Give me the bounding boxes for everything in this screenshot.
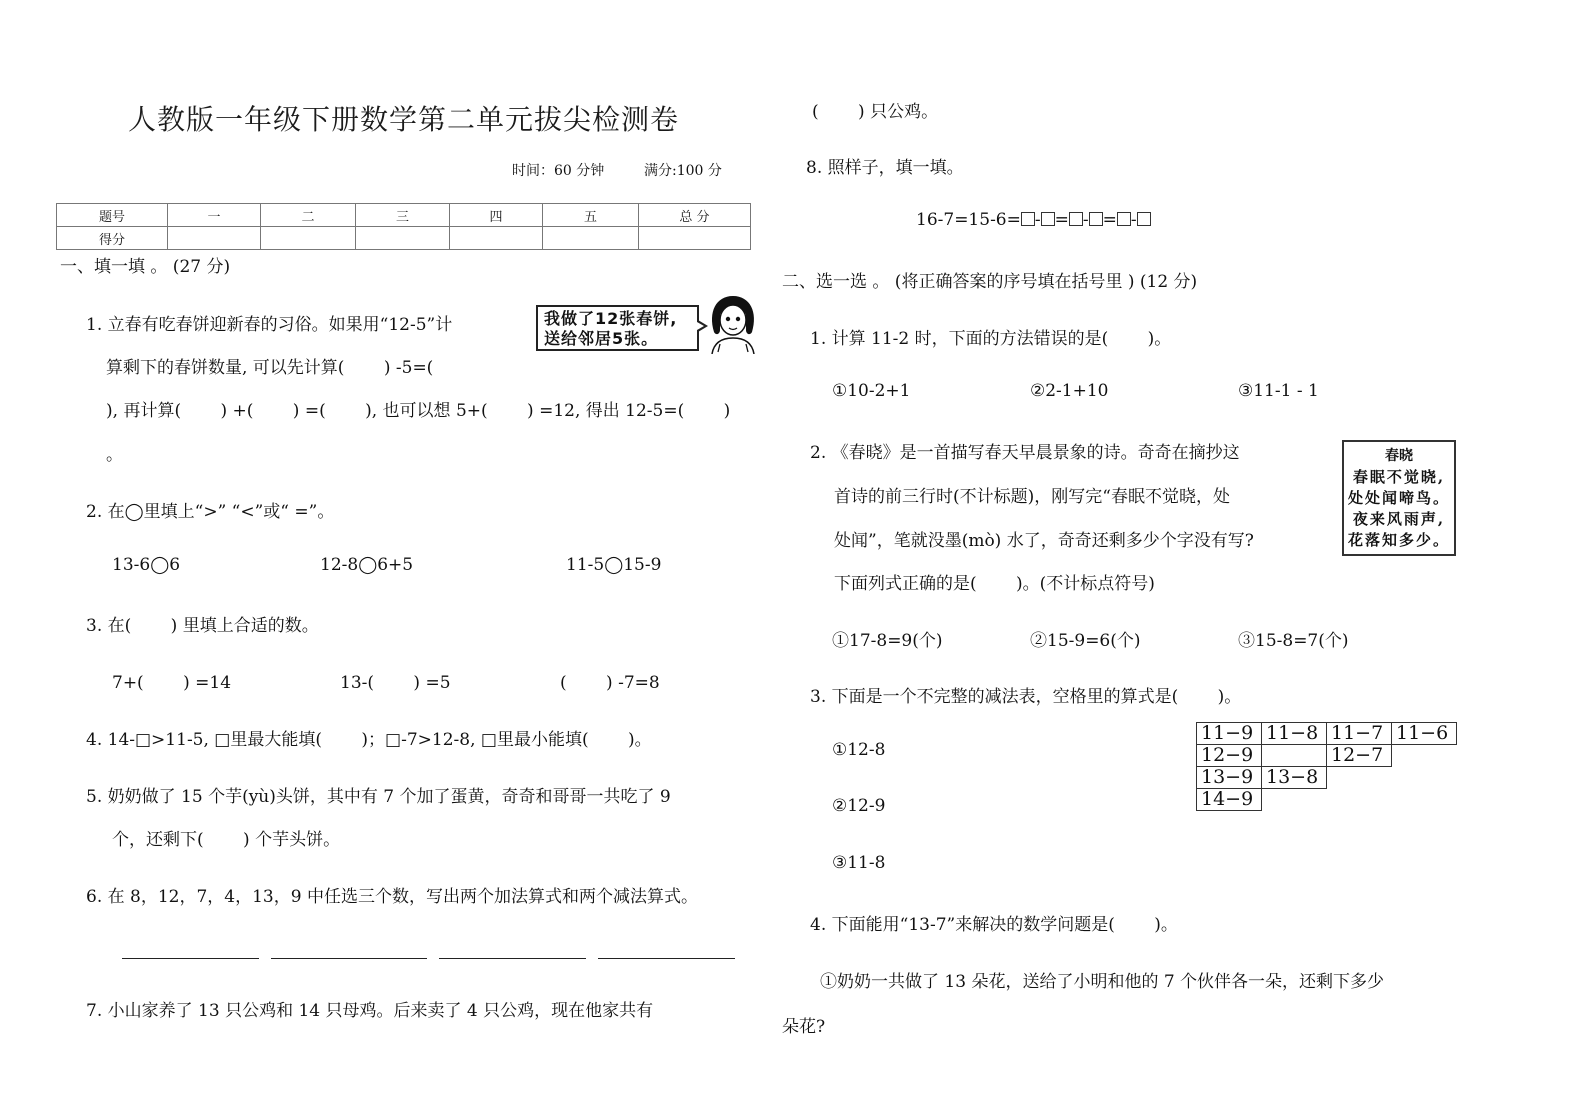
- speech-bubble: [536, 305, 699, 351]
- answer-box[interactable]: [1089, 212, 1103, 226]
- score-input-cell[interactable]: [168, 227, 261, 250]
- poem-line: 春眠不觉晓,: [1352, 468, 1446, 486]
- s2-q2-option[interactable]: ③15-8=7(个): [1238, 631, 1349, 651]
- speech-bubble-line2: 送给邻居5张。: [544, 329, 659, 348]
- s2-q3-text: 3. 下面是一个不完整的减法表，空格里的算式是( )。: [810, 687, 1242, 707]
- q7-line1: 7. 小山家养了 13 只公鸡和 14 只母鸡。后来卖了 4 只公鸡，现在他家共有: [86, 1001, 654, 1021]
- subtraction-blank-cell: [1262, 745, 1327, 767]
- poem-line: 处处闻啼鸟。: [1347, 489, 1450, 507]
- page-title: 人教版一年级下册数学第二单元拔尖检测卷: [128, 103, 680, 136]
- subtraction-cell: 14−9: [1197, 789, 1262, 811]
- q4-text: 4. 14-□>11-5, □里最大能填( )；□-7>12-8, □里最小能填( )。: [86, 730, 652, 750]
- speech-bubble-line1: 我做了12张春饼,: [544, 309, 678, 328]
- empty-cell: [1327, 767, 1392, 789]
- s2-q2-option[interactable]: ①17-8=9(个): [832, 631, 943, 651]
- s2-q1-option[interactable]: ②2-1+10: [1030, 381, 1109, 401]
- subtraction-table: [1196, 722, 1457, 811]
- score-header-cell: 一: [168, 204, 261, 227]
- s2-q4-option1-line1[interactable]: ①奶奶一共做了 13 朵花，送给了小明和他的 7 个伙伴各一朵，还剩下多少: [820, 972, 1385, 992]
- score-input-cell[interactable]: [543, 227, 639, 250]
- s2-q3-option[interactable]: ③11-8: [832, 853, 886, 873]
- q5-line1: 5. 奶奶做了 15 个芋(yù)头饼，其中有 7 个加了蛋黄，奇奇和哥哥一共吃了 9: [86, 787, 671, 807]
- q8-equation-prefix: 16-7=15-6=: [916, 210, 1021, 230]
- subtraction-cell: 12−7: [1327, 745, 1392, 767]
- poem-line: 夜来风雨声,: [1352, 510, 1446, 528]
- s2-q2-line4: 下面列式正确的是( )。(不计标点符号): [834, 574, 1155, 594]
- answer-box[interactable]: [1041, 212, 1055, 226]
- subtraction-row: [1197, 789, 1457, 811]
- score-input-cell[interactable]: [639, 227, 751, 250]
- q2-item: 12-8◯6+5: [320, 555, 414, 575]
- subtraction-row: [1197, 723, 1457, 745]
- s2-q2-line3: 处闻”，笔就没墨(mò) 水了，奇奇还剩多少个字没有写?: [834, 531, 1254, 551]
- empty-cell: [1327, 789, 1392, 811]
- empty-cell: [1392, 767, 1457, 789]
- subtraction-cell: 12−9: [1197, 745, 1262, 767]
- score-table-score-row: [57, 227, 751, 250]
- q1-line1: 1. 立春有吃春饼迎新春的习俗。如果用“12-5”计: [86, 315, 453, 335]
- s2-q2-line2: 首诗的前三行时(不计标题)，刚写完“春眠不觉晓，处: [834, 487, 1230, 507]
- score-input-cell[interactable]: [356, 227, 450, 250]
- subtraction-cell: 13−8: [1262, 767, 1327, 789]
- score-input-cell[interactable]: [261, 227, 356, 250]
- subtraction-cell: 13−9: [1197, 767, 1262, 789]
- poem-title: 春晓: [1385, 448, 1413, 464]
- score-header-cell: 二: [261, 204, 356, 227]
- q5-line2: 个，还剩下( ) 个芋头饼。: [112, 830, 341, 850]
- score-table-header-row: [57, 204, 751, 227]
- q8-equation: 16-7=15-6= - = - = -: [916, 210, 1151, 230]
- answer-line[interactable]: [271, 958, 427, 959]
- q1-line4: 。: [106, 445, 123, 465]
- answer-box[interactable]: [1117, 212, 1131, 226]
- answer-box[interactable]: [1021, 212, 1035, 226]
- girl-illustration-icon: [706, 292, 760, 354]
- answer-line[interactable]: [598, 958, 735, 959]
- score-table: [56, 203, 751, 250]
- s2-q2-option[interactable]: ②15-9=6(个): [1030, 631, 1141, 651]
- s2-q4-option1-line2: 朵花?: [782, 1017, 826, 1037]
- q7-line2: ( ) 只公鸡。: [812, 102, 939, 122]
- score-header-cell: 五: [543, 204, 639, 227]
- subtraction-row: [1197, 745, 1457, 767]
- subtraction-row: [1197, 767, 1457, 789]
- subtraction-cell: 11−9: [1197, 723, 1262, 745]
- q2-item: 13-6◯6: [112, 555, 181, 575]
- q2-item: 11-5◯15-9: [566, 555, 662, 575]
- empty-cell: [1392, 745, 1457, 767]
- q1-line3: ), 再计算( ) +( ) =( ), 也可以想 5+( ) =12, 得出 12-5=( ): [106, 401, 731, 421]
- q3-item: 7+( ) =14: [112, 673, 232, 693]
- q3-text: 3. 在( ) 里填上合适的数。: [86, 616, 319, 636]
- q3-item: ( ) -7=8: [560, 673, 660, 693]
- score-header-cell: 总 分: [639, 204, 751, 227]
- s2-q1-text: 1. 计算 11-2 时，下面的方法错误的是( )。: [810, 329, 1172, 349]
- score-header-cell: 题号: [57, 204, 168, 227]
- speech-bubble-tail-inner: [697, 322, 704, 330]
- answer-box[interactable]: [1137, 212, 1151, 226]
- s2-q4-text: 4. 下面能用“13-7”来解决的数学问题是( )。: [810, 915, 1178, 935]
- poem-box: [1342, 440, 1456, 556]
- section2-heading: 二、选一选 。 (将正确答案的序号填在括号里 ) (12 分): [782, 272, 1198, 292]
- s2-q1-option[interactable]: ③11-1 - 1: [1238, 381, 1319, 401]
- answer-line[interactable]: [439, 958, 586, 959]
- q1-line2: 算剩下的春饼数量, 可以先计算( ) -5=(: [106, 358, 434, 378]
- poem-line: 花落知多少。: [1347, 531, 1450, 549]
- answer-line[interactable]: [122, 958, 259, 959]
- s2-q3-option[interactable]: ②12-9: [832, 796, 886, 816]
- time-limit: 时间：60 分钟: [512, 163, 605, 179]
- s2-q2-line1: 2. 《春晓》是一首描写春天早晨景象的诗。奇奇在摘抄这: [810, 443, 1240, 463]
- subtraction-cell: 11−6: [1392, 723, 1457, 745]
- empty-cell: [1392, 789, 1457, 811]
- subtraction-cell: 11−8: [1262, 723, 1327, 745]
- score-input-cell[interactable]: [450, 227, 543, 250]
- q3-item: 13-( ) =5: [340, 673, 451, 693]
- q8-text: 8. 照样子，填一填。: [806, 158, 964, 178]
- s2-q3-option[interactable]: ①12-8: [832, 740, 886, 760]
- q6-text: 6. 在 8，12，7，4，13，9 中任选三个数，写出两个加法算式和两个减法算式。: [86, 887, 698, 907]
- score-header-cell: 四: [450, 204, 543, 227]
- score-header-cell: 三: [356, 204, 450, 227]
- section1-heading: 一、填一填 。 (27 分): [60, 257, 231, 277]
- q2-text: 2. 在◯里填上“>” “<”或“ =”。: [86, 502, 335, 522]
- subtraction-cell: 11−7: [1327, 723, 1392, 745]
- empty-cell: [1262, 789, 1327, 811]
- score-row-label: 得分: [57, 227, 168, 250]
- s2-q1-option[interactable]: ①10-2+1: [832, 381, 911, 401]
- full-score: 满分:100 分: [644, 163, 722, 179]
- answer-box[interactable]: [1069, 212, 1083, 226]
